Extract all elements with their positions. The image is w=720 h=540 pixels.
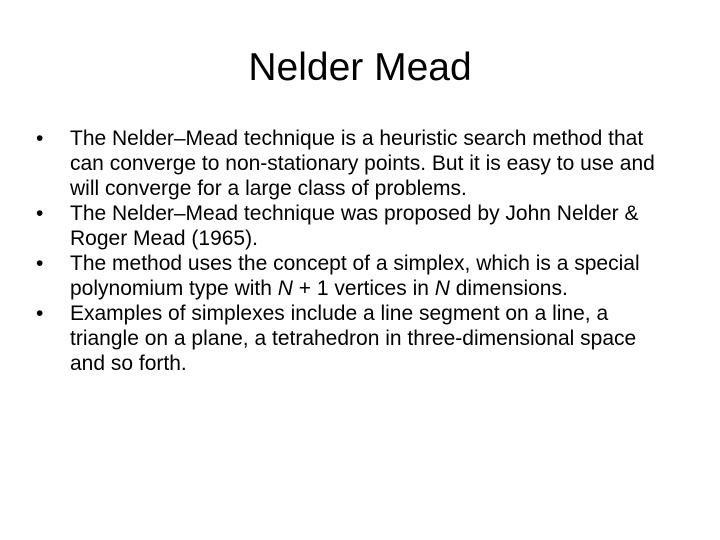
bullet-text: The Nelder–Mead technique was proposed by John Nelder & Roger Mead (1965).: [70, 202, 639, 250]
bullet-text-segment: dimensions.: [449, 277, 568, 300]
bullet-item: [36, 201, 676, 251]
bullet-dot-icon: •: [36, 202, 44, 225]
bullet-text: [70, 252, 640, 300]
bullet-dot-icon: •: [36, 302, 44, 325]
bullet-text-segment: The method uses the concept of a simplex, which is a special polynomium type with: [70, 252, 640, 300]
bullet-item: [36, 301, 676, 376]
bullet-list: [36, 126, 676, 376]
bullet-item: [36, 126, 676, 201]
variable-n: N: [434, 277, 450, 300]
bullet-text-segment: + 1 vertices in: [292, 277, 435, 300]
bullet-dot-icon: •: [36, 252, 44, 275]
bullet-dot-icon: •: [36, 127, 44, 150]
variable-n: N: [277, 277, 293, 300]
bullet-text: The Nelder–Mead technique is a heuristic search method that can converge to non-stationary points. But it is easy to use and will converge for a large class of problems.: [70, 127, 655, 200]
bullet-text: Examples of simplexes include a line segment on a line, a triangle on a plane, a tetrahedron in three-dimensional space and so forth.: [70, 302, 637, 375]
bullet-item: [36, 251, 676, 301]
slide-title: Nelder Mead: [248, 46, 472, 89]
